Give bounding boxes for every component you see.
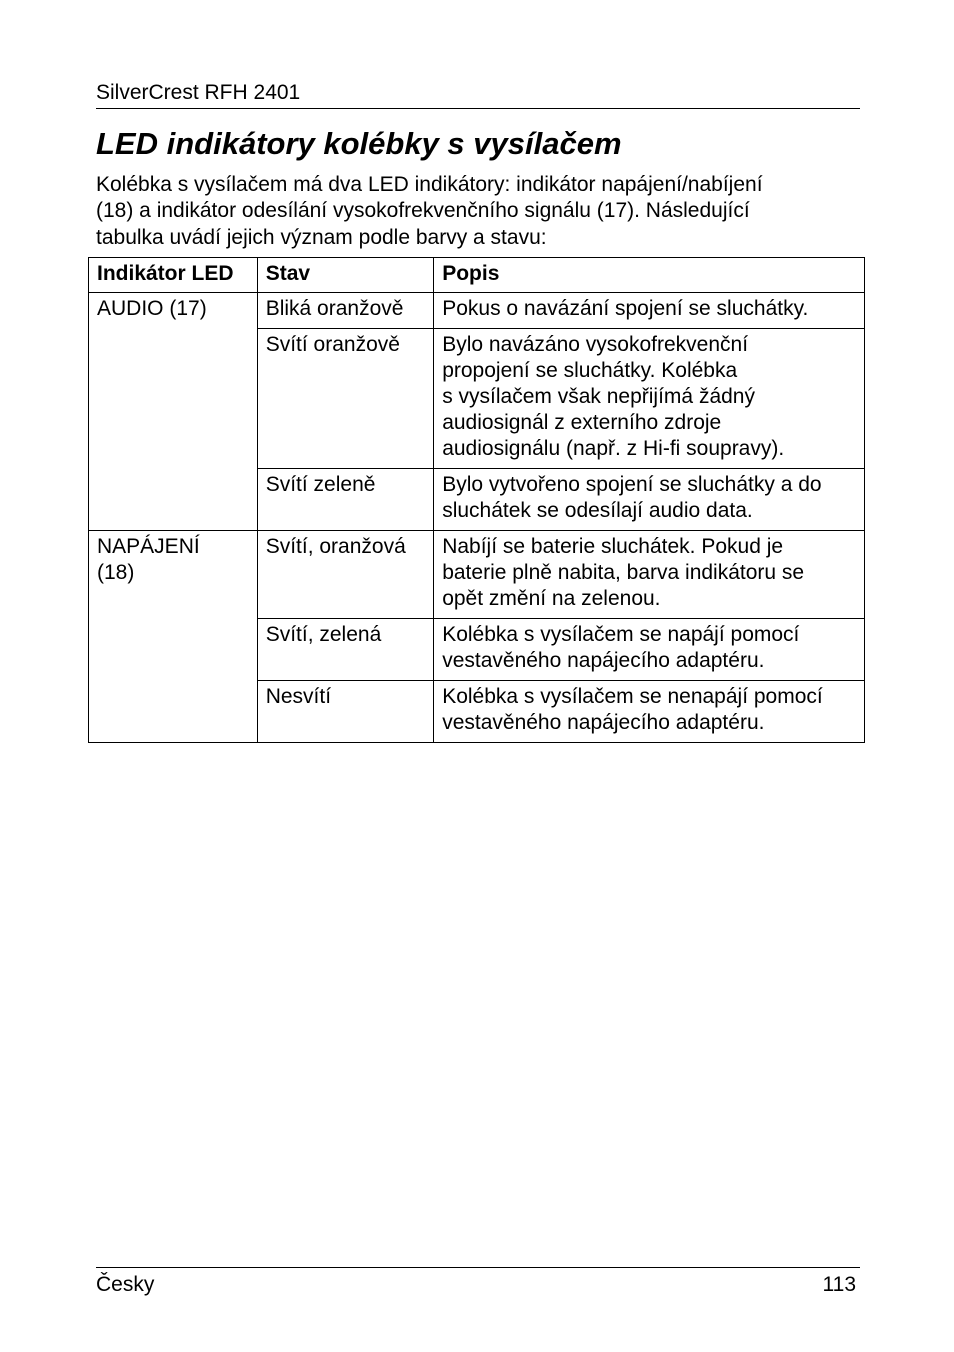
description-cell xyxy=(434,531,865,619)
state-cell: Svítí, oranžová xyxy=(257,531,434,619)
table-row xyxy=(89,329,865,469)
intro-line: tabulka uvádí jejich význam podle barvy a stavu: xyxy=(96,225,547,249)
description-line: vestavěného napájecího adaptéru. xyxy=(442,649,765,672)
description-line: Nabíjí se baterie sluchátek. Pokud je xyxy=(442,535,784,558)
description-line: Kolébka s vysílačem se nenapájí pomocí xyxy=(442,685,823,708)
page-title: LED indikátory kolébky s vysílačem xyxy=(96,126,622,161)
description-cell xyxy=(434,329,865,469)
column-header-description: Popis xyxy=(434,258,865,293)
led-indicator-table xyxy=(88,257,865,743)
description-line: audiosignálu (např. z Hi-fi soupravy). xyxy=(442,437,785,460)
intro-paragraph xyxy=(96,172,856,251)
description-cell xyxy=(434,293,865,329)
indicator-cell-empty xyxy=(89,619,258,681)
page-number: 113 xyxy=(822,1273,856,1296)
indicator-label: NAPÁJENÍ xyxy=(97,535,200,558)
indicator-cell-empty xyxy=(89,469,258,531)
table-row xyxy=(89,293,865,329)
description-line: vestavěného napájecího adaptéru. xyxy=(442,711,765,734)
footer-language: Česky xyxy=(96,1273,155,1296)
indicator-label: AUDIO (17) xyxy=(97,297,207,320)
description-line: audiosignál z externího zdroje xyxy=(442,411,722,434)
description-line: Kolébka s vysílačem se napájí pomocí xyxy=(442,623,800,646)
intro-line: (18) a indikátor odesílání vysokofrekvenčního signálu (17). Následující xyxy=(96,199,750,223)
indicator-cell-empty xyxy=(89,329,258,469)
column-header-indicator: Indikátor LED xyxy=(89,258,258,293)
description-line: s vysílačem však nepřijímá žádný xyxy=(442,385,755,408)
description-line: Bylo navázáno vysokofrekvenční xyxy=(442,333,749,356)
page-header: SilverCrest RFH 2401 xyxy=(96,80,860,109)
indicator-label: (18) xyxy=(97,561,135,584)
description-cell xyxy=(434,619,865,681)
description-line: baterie plně nabita, barva indikátoru se xyxy=(442,561,805,584)
description-line: Pokus o navázání spojení se sluchátky. xyxy=(442,297,809,320)
table-row xyxy=(89,469,865,531)
description-line: Bylo vytvořeno spojení se sluchátky a do xyxy=(442,473,822,496)
description-cell xyxy=(434,681,865,743)
state-cell: Svítí, zelená xyxy=(257,619,434,681)
state-cell: Bliká oranžově xyxy=(257,293,434,329)
state-cell: Nesvítí xyxy=(257,681,434,743)
indicator-cell-empty xyxy=(89,681,258,743)
table-row xyxy=(89,619,865,681)
indicator-cell xyxy=(89,531,258,619)
intro-line: Kolébka s vysílačem má dva LED indikátory: indikátor napájení/nabíjení xyxy=(96,173,763,196)
state-cell: Svítí oranžově xyxy=(257,329,434,469)
column-header-state: Stav xyxy=(257,258,434,293)
table-header-row xyxy=(89,258,865,293)
page-footer xyxy=(96,1267,860,1298)
table-row xyxy=(89,531,865,619)
description-line: sluchátek se odesílají audio data. xyxy=(442,499,753,522)
indicator-cell xyxy=(89,293,258,329)
description-cell xyxy=(434,469,865,531)
description-line: propojení se sluchátky. Kolébka xyxy=(442,359,738,382)
description-line: opět změní na zelenou. xyxy=(442,587,661,610)
state-cell: Svítí zeleně xyxy=(257,469,434,531)
table-row xyxy=(89,681,865,743)
